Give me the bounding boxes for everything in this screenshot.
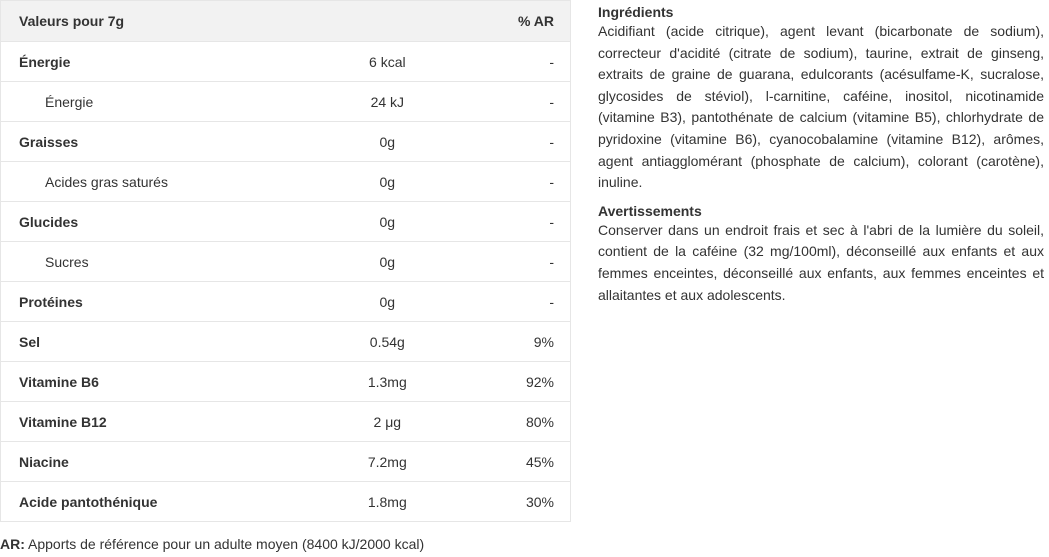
header-ar: % AR: [485, 1, 571, 42]
row-value: 0g: [290, 162, 485, 202]
row-ar: -: [485, 242, 571, 282]
header-name: Valeurs pour 7g: [1, 1, 291, 42]
table-row: [1, 322, 571, 362]
row-value: 0g: [290, 282, 485, 322]
table-row: [1, 82, 571, 122]
row-name: Acide pantothénique: [1, 482, 291, 522]
row-ar: 92%: [485, 362, 571, 402]
row-value: 24 kJ: [290, 82, 485, 122]
row-value: 7.2mg: [290, 442, 485, 482]
warnings-text: Conserver dans un endroit frais et sec à l'abri de la lumière du soleil, contient de la caféine (32 mg/100ml), déconseillé aux enfants et aux femmes enceintes, déconseillé aux enfants, aux femmes enceintes et allaitantes et aux adolescents.: [598, 221, 1044, 303]
ingredients-text: Acidifiant (acide citrique), agent levant (bicarbonate de sodium), correcteur d'acidité (citrate de sodium), taurine, extrait de ginseng, extraits de graine de guarana, edulcorants (acésulfame-K, sucralose, glycosides de stéviol), l-carnitine, caféine, inositol, nicotinamide (vitamine B3), pantothénate de calcium (vitamine B5), chlorhydrate de pyridoxine (vitamine B6), cyanocobalamine (vitamine B12), arômes, agent antiagglomérant (phosphate de calcium), colorant (carotène), inuline.: [598, 23, 1044, 191]
row-ar: -: [485, 282, 571, 322]
row-value: 0g: [290, 202, 485, 242]
row-name: Énergie: [1, 42, 291, 82]
row-name: Sel: [1, 322, 291, 362]
row-name: Sucres: [1, 242, 291, 282]
table-body: [1, 42, 571, 522]
product-info: [598, 3, 1044, 306]
row-name: Glucides: [1, 202, 291, 242]
footnote-label: AR:: [0, 536, 25, 552]
row-ar: -: [485, 82, 571, 122]
row-value: 0g: [290, 122, 485, 162]
row-name: Vitamine B12: [1, 402, 291, 442]
row-ar: -: [485, 202, 571, 242]
row-ar: 30%: [485, 482, 571, 522]
table-row: [1, 402, 571, 442]
row-ar: 80%: [485, 402, 571, 442]
table-row: [1, 122, 571, 162]
row-value: 1.3mg: [290, 362, 485, 402]
table-row: [1, 282, 571, 322]
row-value: 2 μg: [290, 402, 485, 442]
ingredients-title: Ingrédients: [598, 4, 674, 20]
row-name: Énergie: [1, 82, 291, 122]
row-value: 1.8mg: [290, 482, 485, 522]
table-header-row: [1, 1, 571, 42]
table-row: [1, 202, 571, 242]
row-name: Niacine: [1, 442, 291, 482]
table-row: [1, 162, 571, 202]
row-value: 0g: [290, 242, 485, 282]
row-value: 0.54g: [290, 322, 485, 362]
row-ar: -: [485, 162, 571, 202]
table-row: [1, 442, 571, 482]
table-row: [1, 482, 571, 522]
warnings-title: Avertissements: [598, 202, 702, 219]
row-ar: 45%: [485, 442, 571, 482]
header-value: [290, 1, 485, 42]
row-name: Graisses: [1, 122, 291, 162]
row-value: 6 kcal: [290, 42, 485, 82]
row-ar: -: [485, 122, 571, 162]
row-ar: -: [485, 42, 571, 82]
table-row: [1, 362, 571, 402]
row-name: Protéines: [1, 282, 291, 322]
ingredients-section: [598, 3, 1044, 194]
row-ar: 9%: [485, 322, 571, 362]
warnings-section: [598, 202, 1044, 306]
reference-footnote: [0, 536, 424, 552]
footnote-text: Apports de référence pour un adulte moyen (8400 kJ/2000 kcal): [24, 536, 425, 552]
table-row: [1, 42, 571, 82]
row-name: Acides gras saturés: [1, 162, 291, 202]
row-name: Vitamine B6: [1, 362, 291, 402]
table-row: [1, 242, 571, 282]
